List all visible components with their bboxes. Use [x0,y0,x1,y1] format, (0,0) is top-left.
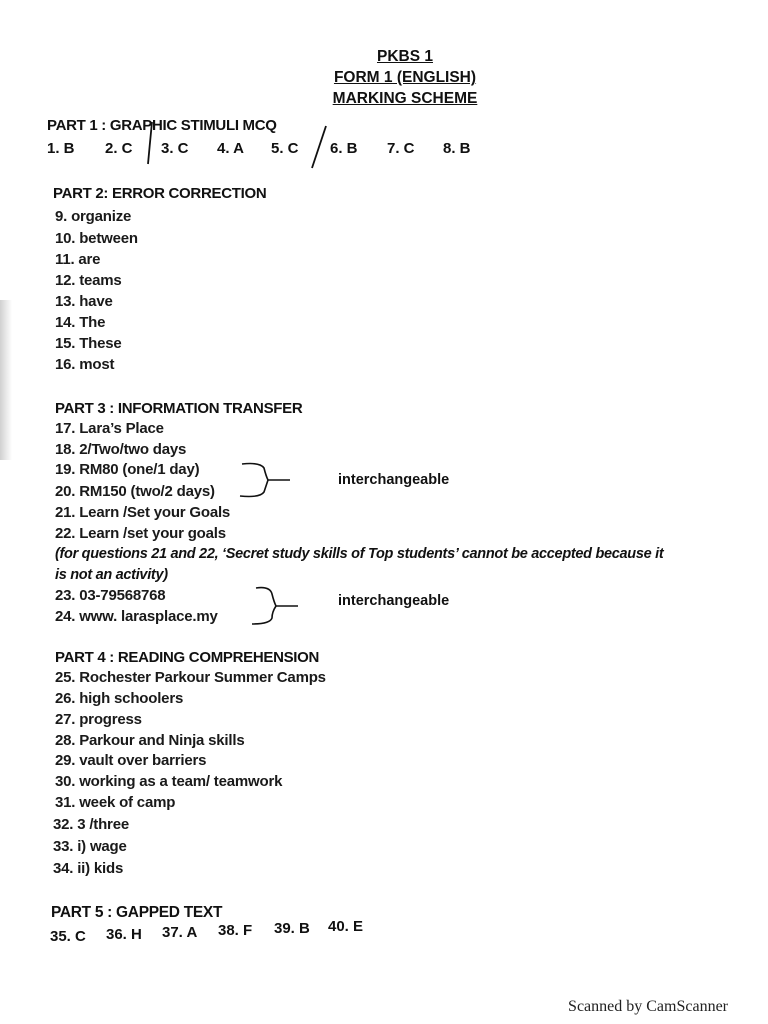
handwritten-brace-2 [250,584,310,628]
part1-answer: 7. C [387,140,415,157]
part3-answer: 19. RM80 (one/1 day) [55,461,200,478]
part2-answer: 15. These [55,335,122,352]
part2-answer: 14. The [55,314,106,331]
header-title: PKBS 1 [377,48,433,65]
part1-answer: 5. C [271,140,299,157]
part4-answer: 27. progress [55,711,142,728]
part1-answer: 1. B [47,140,75,157]
part4-answer: 26. high schoolers [55,690,184,707]
part3-answer: 24. www. larasplace.my [55,608,218,625]
part5-answer: 36. H [106,926,142,943]
part5-answer: 40. E [328,918,364,935]
part2-answer: 9. organize [55,208,132,225]
part3-answer: 22. Learn /set your goals [55,525,226,542]
part5-answer: 38. F [218,922,253,939]
scanner-watermark: Scanned by CamScanner [568,998,728,1015]
part1-answer: 4. A [217,140,244,157]
part4-answer: 28. Parkour and Ninja skills [55,732,245,749]
part2-answer: 10. between [55,230,138,247]
handwritten-separators [140,118,340,170]
part3-answer: 20. RM150 (two/2 days) [55,483,215,500]
part2-answer: 12. teams [55,272,122,289]
scan-edge-shadow [0,300,12,460]
part3-title: PART 3 : INFORMATION TRANSFER [55,400,303,417]
part2-answer: 11. are [55,251,101,268]
part3-answer: 17. Lara’s Place [55,420,164,437]
part4-answer: 31. week of camp [55,794,176,811]
header-form: FORM 1 (ENGLISH) [333,69,477,86]
part2-answer: 13. have [55,293,113,310]
part5-answers [50,918,380,946]
part5-answer: 39. B [274,920,310,937]
part4-answer: 29. vault over barriers [55,752,207,769]
part4-title: PART 4 : READING COMPREHENSION [55,649,320,666]
interchangeable-label-2: interchangeable [338,593,450,609]
part2-title: PART 2: ERROR CORRECTION [53,185,267,202]
part1-answer: 3. C [161,140,189,157]
part5-answer: 37. A [162,924,198,941]
part5-title: PART 5 : GAPPED TEXT [51,904,223,921]
part3-answer: 23. 03-79568768 [55,587,166,604]
part1-title: PART 1 : GRAPHIC STIMULI MCQ [47,117,277,134]
part1-answer: 8. B [443,140,471,157]
document-header [300,46,510,109]
part1-answer: 6. B [330,140,358,157]
part3-note-line2: is not an activity) [55,567,168,583]
part4-answer: 32. 3 /three [53,816,129,833]
part4-answer: 30. working as a team/ teamwork [55,773,283,790]
header-marking-scheme: MARKING SCHEME [332,90,478,107]
part1-answer: 2. C [105,140,133,157]
part4-answer: 33. i) wage [53,838,127,855]
handwritten-brace-1 [238,460,298,500]
part4-answer: 34. ii) kids [53,860,124,877]
part3-answer: 18. 2/Two/two days [55,441,187,458]
part5-answer: 35. C [50,928,86,945]
part2-answer: 16. most [55,356,115,373]
part4-answer: 25. Rochester Parkour Summer Camps [55,669,326,686]
interchangeable-label-1: interchangeable [338,472,450,488]
part3-answer: 21. Learn /Set your Goals [55,504,231,521]
part3-note-line1: (for questions 21 and 22, ‘Secret study skills of Top students’ cannot be accepted because it [55,546,664,562]
